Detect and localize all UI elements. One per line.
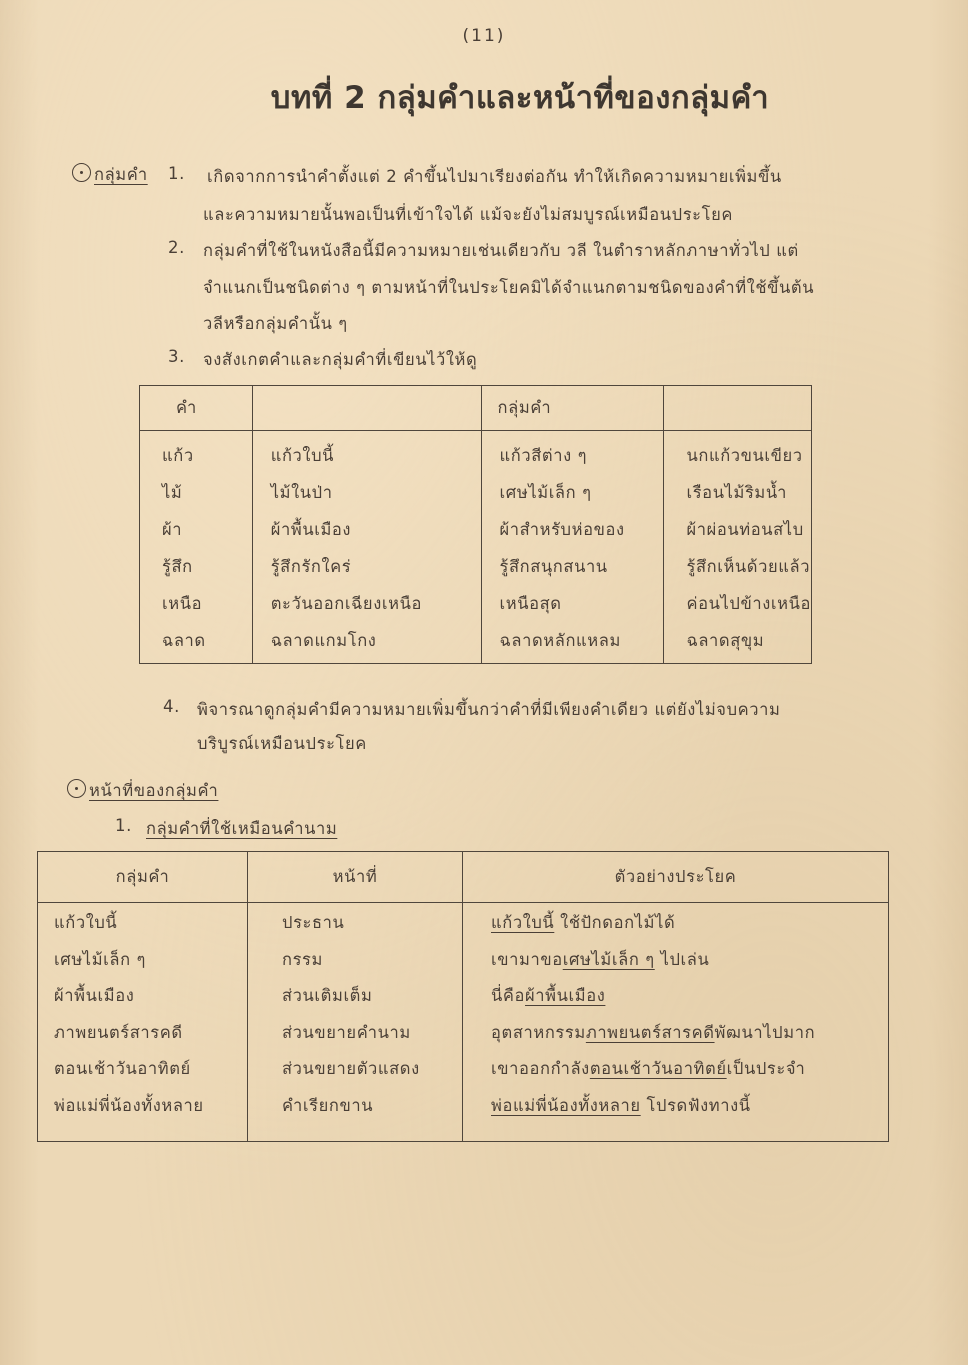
list-item: เศษไม้เล็ก ๆ <box>54 949 147 969</box>
list-item: เรือนไม้ริมน้ำ <box>686 483 788 502</box>
bullet-circle-icon <box>72 163 91 182</box>
list-item: เหนือสุด <box>499 594 562 613</box>
table-header-row <box>140 386 812 431</box>
item-2-line-3: วลีหรือกลุ่มคำนั้น ๆ <box>203 314 348 333</box>
word-group-function-table <box>37 851 889 1142</box>
example-sentence: อุตสาหกรรมภาพยนตร์สารคดีพัฒนาไปมาก <box>491 1022 816 1042</box>
example-sentence: นี่คือผ้าพื้นเมือง <box>491 986 606 1006</box>
header-word: คำ <box>140 386 253 431</box>
column-examples <box>463 903 889 1142</box>
list-item: ฉลาดหลักแหลม <box>499 631 621 650</box>
list-item: ค่อนไปข้างเหนือ <box>686 594 811 613</box>
header-function: หน้าที่ <box>248 852 463 903</box>
list-item: ตอนเช้าวันอาทิตย์ <box>54 1059 191 1079</box>
chapter-title: บทที่ 2 กลุ่มคำและหน้าที่ของกลุ่มคำ <box>270 80 770 116</box>
item-4-line-2: บริบูรณ์เหมือนประโยค <box>197 734 367 753</box>
list-item: ส่วนขยายคำนาม <box>282 1022 411 1042</box>
example-sentence: พ่อแม่พี่น้องทั้งหลาย โปรดฟังทางนี้ <box>491 1095 751 1115</box>
item-2-line-1: กลุ่มคำที่ใช้ในหนังสือนี้มีความหมายเช่นเดียวกับ วลี ในตำราหลักภาษาทั่วไป แต่ <box>203 241 799 260</box>
list-item: ไม้ในป่า <box>270 483 333 502</box>
header-example-sentence: ตัวอย่างประโยค <box>463 852 889 903</box>
list-item: ฉลาดสุขุม <box>686 631 765 650</box>
list-item: ภาพยนตร์สารคดี <box>54 1022 183 1042</box>
column-words <box>140 431 253 664</box>
list-item: เหนือ <box>162 594 203 613</box>
list-item: ส่วนเติมเต็ม <box>282 986 373 1006</box>
list-item: ผ้า <box>162 520 183 539</box>
list-item: คำเรียกขาน <box>282 1095 374 1115</box>
list-item: แก้วสีต่าง ๆ <box>499 446 588 465</box>
page-number: (11) <box>462 26 506 46</box>
list-item: แก้วใบนี้ <box>270 446 335 465</box>
list-item: กรรม <box>282 949 323 969</box>
example-sentence: เขามาขอเศษไม้เล็ก ๆ ไปเล่น <box>491 949 710 969</box>
list-item: ผ้าผ่อนท่อนสไบ <box>686 520 804 539</box>
list-item: ส่วนขยายตัวแสดง <box>282 1059 420 1079</box>
table-body-row <box>140 431 812 664</box>
bullet-circle-icon <box>67 779 86 798</box>
header-word-group: กลุ่มคำ <box>481 386 664 431</box>
column-group-1 <box>252 431 481 664</box>
word-group-comparison-table <box>139 385 812 664</box>
column-group-3 <box>664 431 812 664</box>
list-item: พ่อแม่พี่น้องทั้งหลาย <box>54 1095 204 1115</box>
table-body-row <box>38 903 889 1142</box>
list-item: รู้สึกรักใคร่ <box>270 557 352 576</box>
list-item: ผ้าพื้นเมือง <box>54 986 135 1006</box>
list-item: แก้วใบนี้ <box>54 913 118 932</box>
column-groups <box>38 903 248 1142</box>
list-item: ฉลาดแกมโกง <box>270 631 377 650</box>
item-1-line-1: เกิดจากการนำคำตั้งแต่ 2 คำขึ้นไปมาเรียงต่อกัน ทำให้เกิดความหมายเพิ่มขึ้น <box>207 167 782 186</box>
header-blank-1 <box>252 386 481 431</box>
list-item: ฉลาด <box>162 631 206 650</box>
column-group-2 <box>481 431 664 664</box>
example-sentence: เขาออกกำลังตอนเช้าวันอาทิตย์เป็นประจำ <box>491 1059 806 1079</box>
list-item: รู้สึกสนุกสนาน <box>499 557 608 576</box>
example-sentence: แก้วใบนี้ ใช้ปักดอกไม้ได้ <box>491 913 676 932</box>
table-header-row <box>38 852 889 903</box>
list-item: ผ้าพื้นเมือง <box>270 520 352 539</box>
list-item: รู้สึกเห็นด้วยแล้ว <box>686 557 811 576</box>
column-functions <box>248 903 463 1142</box>
list-item: ตะวันออกเฉียงเหนือ <box>270 594 422 613</box>
section-heading-word-groups: กลุ่มคำ <box>72 162 148 188</box>
subheading-noun-like-groups: กลุ่มคำที่ใช้เหมือนคำนาม <box>146 819 338 838</box>
subheading-number: 1. <box>115 816 132 835</box>
item-4-number: 4. <box>163 697 180 716</box>
section-heading-functions: หน้าที่ของกลุ่มคำ <box>67 778 218 804</box>
item-1-number: 1. <box>168 164 185 183</box>
item-3-number: 3. <box>168 347 185 366</box>
item-2-line-2: จำแนกเป็นชนิดต่าง ๆ ตามหน้าที่ในประโยคมิได้จำแนกตามชนิดของคำที่ใช้ขึ้นต้น <box>203 278 815 297</box>
list-item: ไม้ <box>162 483 183 502</box>
item-4-line-1: พิจารณาดูกลุ่มคำมีความหมายเพิ่มขึ้นกว่าคำที่มีเพียงคำเดียว แต่ยังไม่จบความ <box>197 700 781 719</box>
list-item: รู้สึก <box>162 557 193 576</box>
list-item: เศษไม้เล็ก ๆ <box>499 483 592 502</box>
item-2-number: 2. <box>168 238 185 257</box>
header-blank-2 <box>664 386 812 431</box>
list-item: แก้ว <box>162 446 194 465</box>
list-item: นกแก้วขนเขียว <box>686 446 803 465</box>
item-3-line-1: จงสังเกตคำและกลุ่มคำที่เขียนไว้ให้ดู <box>203 350 478 369</box>
item-1-line-2: และความหมายนั้นพอเป็นที่เข้าใจได้ แม้จะยังไม่สมบูรณ์เหมือนประโยค <box>203 205 733 224</box>
list-item: ประธาน <box>282 913 345 932</box>
list-item: ผ้าสำหรับห่อของ <box>499 520 625 539</box>
header-word-group: กลุ่มคำ <box>38 852 248 903</box>
